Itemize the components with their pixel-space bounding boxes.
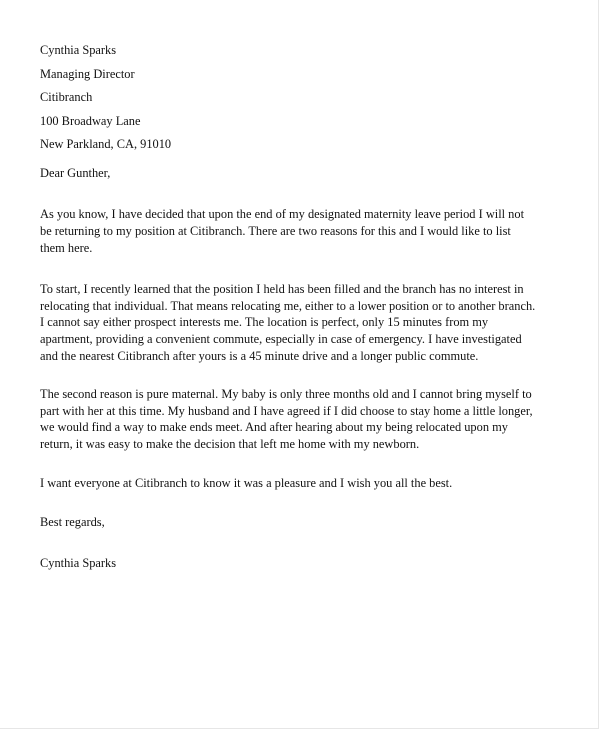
paragraph-line: To start, I recently learned that the position I held has been filled and the branch has no interest in [40,282,524,297]
paragraph-2 [40,281,570,364]
sender-title: Managing Director [40,66,135,81]
paragraph-4 [40,475,570,492]
salutation [40,165,570,181]
paragraph-line: part with her at this time. My husband and I have agreed if I did choose to stay home a little longer, [40,403,533,418]
paragraph-1 [40,206,570,256]
paragraph-line: As you know, I have decided that upon the end of my designated maternity leave period I will not [40,207,525,222]
sender-name: Cynthia Sparks [40,43,117,57]
signature-name: Cynthia Sparks [40,556,117,571]
paragraph-line: apartment, providing a convenient commute, especially in case of emergency. I have investigated [40,331,522,346]
paragraph-line: The second reason is pure maternal. My baby is only three months old and I cannot bring myself to [40,387,532,402]
sender-block [40,42,570,152]
closing-text: Best regards, [40,515,105,530]
paragraph-line: I cannot say either prospect interests me. The location is perfect, only 15 minutes from my [40,315,489,330]
paragraph-3 [40,386,570,452]
sender-company: Citibranch [40,90,93,105]
paragraph-line: return, it was easy to make the decision that left me home with my newborn. [40,436,420,451]
paragraph-line: I want everyone at Citibranch to know it was a pleasure and I wish you all the best. [40,475,453,490]
closing [40,514,570,530]
paragraph-line: relocating that individual. That means relocating me, either to a lower position or to another branch. [40,298,536,313]
letter-body [40,42,570,571]
salutation-text: Dear Gunther, [40,166,111,181]
sender-street: 100 Broadway Lane [40,113,141,128]
signature [40,555,570,571]
paragraph-line: be returning to my position at Citibranch. There are two reasons for this and I would like to list [40,223,511,238]
paragraph-line: and the nearest Citibranch after yours is a 45 minute drive and a longer public commute. [40,348,479,363]
paragraph-line: them here. [40,240,93,255]
paragraph-line: we would find a way to make ends meet. And after hearing about my being relocated upon my [40,420,508,435]
sender-city: New Parkland, CA, 91010 [40,137,172,152]
